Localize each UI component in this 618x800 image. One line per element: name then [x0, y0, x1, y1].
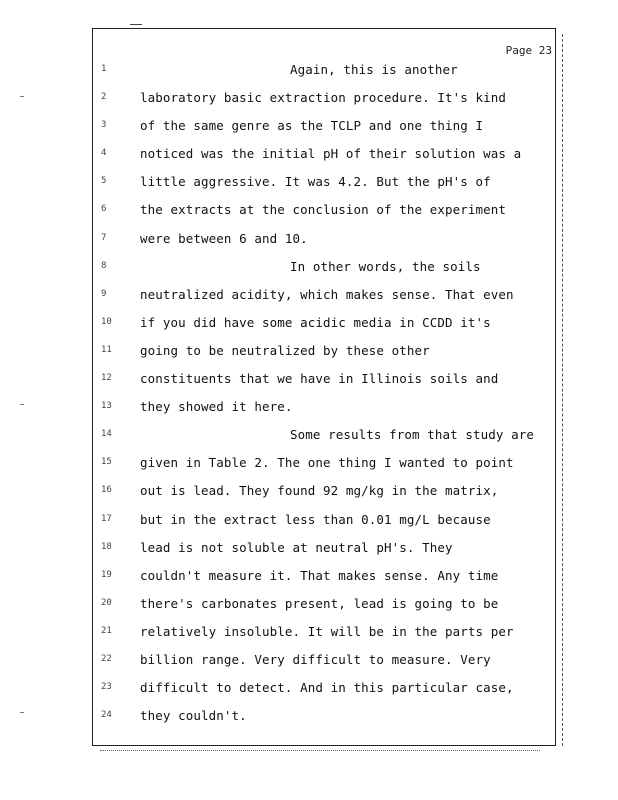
transcript-line [0, 479, 618, 507]
transcript-line [0, 508, 618, 536]
line-text: laboratory basic extraction procedure. It's kind [140, 90, 507, 106]
line-text: Again, this is another [290, 62, 458, 77]
transcript-line [0, 227, 618, 255]
line-number: 18 [101, 541, 112, 552]
line-number: 23 [101, 682, 112, 693]
line-number: 14 [101, 429, 112, 440]
line-text: difficult to detect. And in this particular case, [140, 680, 514, 696]
transcript-line [0, 536, 618, 564]
transcript-line [0, 58, 618, 86]
transcript-line [0, 592, 618, 620]
line-number: 19 [101, 569, 112, 580]
line-text: going to be neutralized by these other [140, 342, 430, 358]
transcript-line [0, 198, 618, 226]
line-text: noticed was the initial pH of their solution was a [140, 146, 522, 162]
page-number: Page 23 [505, 44, 552, 57]
line-text: the extracts at the conclusion of the experiment [140, 202, 507, 218]
line-number: 4 [101, 148, 107, 159]
line-text: they couldn't. [140, 708, 247, 724]
transcript-line [0, 339, 618, 367]
line-text: given in Table 2. The one thing I wanted to point [140, 455, 514, 471]
transcript-line [0, 395, 618, 423]
transcript-line [0, 648, 618, 676]
transcript-line [0, 283, 618, 311]
line-number: 15 [101, 457, 112, 468]
line-number: 21 [101, 625, 112, 636]
line-number: 16 [101, 485, 112, 496]
line-text: out is lead. They found 92 mg/kg in the matrix, [140, 483, 499, 499]
line-text: were between 6 and 10. [140, 230, 308, 246]
line-number: 2 [101, 92, 107, 103]
line-text: of the same genre as the TCLP and one thing I [140, 118, 484, 134]
line-text: there's carbonates present, lead is going to be [140, 595, 499, 611]
line-number: 1 [101, 64, 107, 74]
line-number: 11 [101, 344, 112, 355]
transcript-line [0, 620, 618, 648]
line-text: constituents that we have in Illinois soils and [140, 371, 499, 387]
line-text: they showed it here. [140, 399, 293, 415]
transcript-line [0, 170, 618, 198]
line-text: lead is not soluble at neutral pH's. They [140, 539, 453, 555]
line-number: 24 [101, 710, 112, 721]
transcript-line [0, 676, 618, 704]
transcript-line [0, 311, 618, 339]
bottom-scan-line [100, 750, 540, 751]
line-number: 12 [101, 373, 112, 384]
line-number: 13 [101, 401, 112, 412]
line-text: relatively insoluble. It will be in the parts per [140, 623, 514, 639]
scan-mark [130, 24, 142, 25]
line-number: 3 [101, 120, 107, 131]
line-text: In other words, the soils [290, 258, 481, 274]
line-text: billion range. Very difficult to measure. Very [140, 651, 491, 667]
transcript-line [0, 367, 618, 395]
transcript-lines [0, 58, 618, 732]
line-number: 22 [101, 653, 112, 664]
line-number: 9 [101, 288, 107, 299]
line-number: 7 [101, 232, 107, 243]
line-number: 5 [101, 176, 107, 187]
transcript-line [0, 142, 618, 170]
line-text: couldn't measure it. That makes sense. Any time [140, 567, 499, 583]
transcript-line [0, 451, 618, 479]
line-text: but in the extract less than 0.01 mg/L because [140, 511, 491, 527]
transcript-line [0, 86, 618, 114]
line-text: neutralized acidity, which makes sense. That even [140, 286, 514, 302]
line-number: 10 [101, 316, 112, 327]
transcript-line [0, 114, 618, 142]
line-number: 8 [101, 260, 107, 271]
line-text: little aggressive. It was 4.2. But the pH's of [140, 174, 491, 190]
transcript-line [0, 423, 618, 451]
line-text: if you did have some acidic media in CCDD it's [140, 314, 491, 330]
line-number: 6 [101, 204, 107, 215]
transcript-line [0, 704, 618, 732]
line-text: Some results from that study are [290, 427, 535, 443]
line-number: 20 [101, 597, 112, 608]
transcript-line [0, 564, 618, 592]
transcript-line [0, 255, 618, 283]
line-number: 17 [101, 513, 112, 524]
